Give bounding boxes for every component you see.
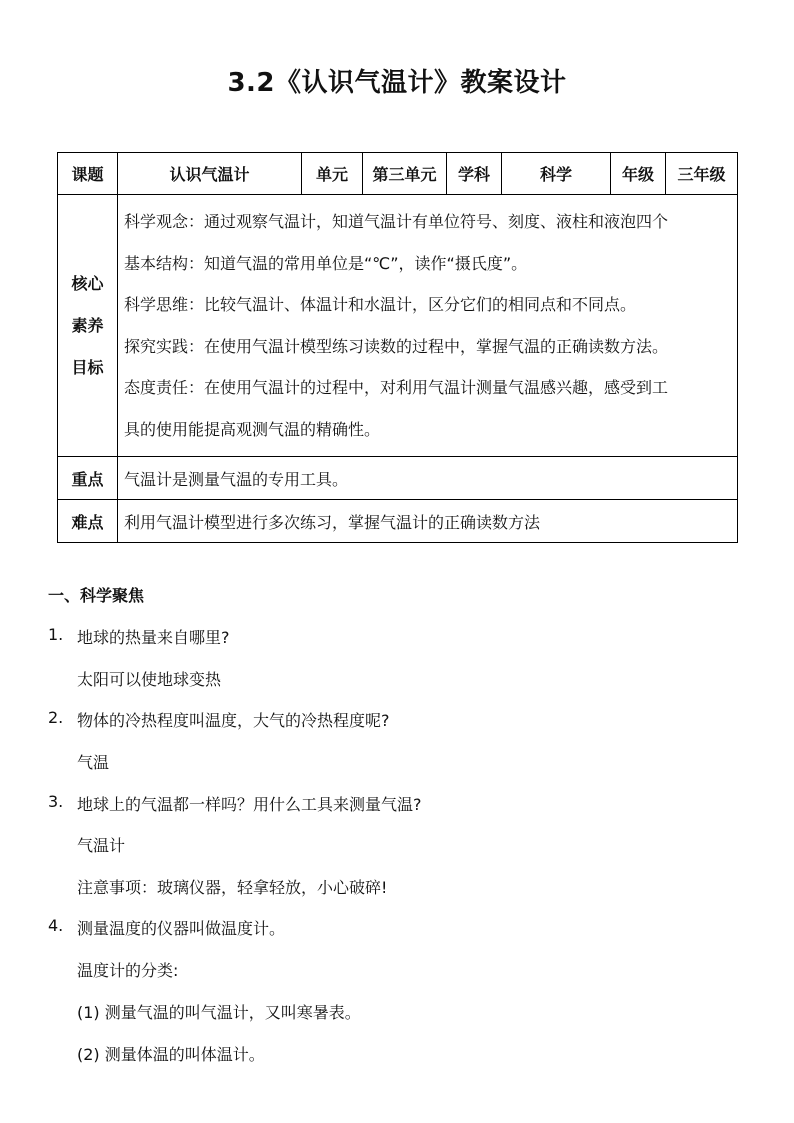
topic-value: 认识气温计 (118, 153, 302, 195)
lesson-info-table (57, 152, 738, 543)
item-number: 1. (48, 625, 64, 644)
key-point-text: 气温计是测量气温的专用工具。 (118, 457, 738, 500)
item-answer: 太阳可以使地球变热 (77, 670, 222, 689)
difficulty-label: 难点 (58, 500, 118, 543)
item-number: 4. (48, 916, 64, 935)
core-literacy-row (58, 195, 738, 457)
item-number: 3. (48, 792, 64, 811)
item-note: 注意事项：玻璃仪器，轻拿轻放，小心破碎! (77, 878, 388, 897)
core-line: 态度责任：在使用气温计的过程中，对利用气温计测量气温感兴趣，感受到工 (124, 378, 669, 397)
item-number: 2. (48, 708, 64, 727)
item-subpoint: (1) 测量气温的叫气温计，又叫寒暑表。 (77, 1003, 361, 1022)
difficulty-text: 利用气温计模型进行多次练习，掌握气温计的正确读数方法 (118, 500, 738, 543)
item-question: 测量温度的仪器叫做温度计。 (77, 919, 286, 938)
item-question: 地球上的气温都一样吗？用什么工具来测量气温? (77, 795, 422, 814)
section-heading: 一、科学聚焦 (48, 586, 145, 605)
item-answer: 气温计 (77, 836, 126, 855)
key-point-row (58, 457, 738, 500)
core-literacy-content (118, 195, 738, 457)
core-line: 科学思维：比较气温计、体温计和水温计，区分它们的相同点和不同点。 (124, 295, 637, 314)
core-line: 基本结构：知道气温的常用单位是“℃”，读作“摄氏度”。 (124, 253, 528, 273)
grade-label: 年级 (611, 153, 666, 195)
core-literacy-label: 核心 素养 目标 (58, 195, 118, 457)
subject-label: 学科 (447, 153, 502, 195)
difficulty-row (58, 500, 738, 543)
item-answer: 温度计的分类: (77, 961, 179, 980)
key-point-label: 重点 (58, 457, 118, 500)
item-answer: 气温 (77, 753, 110, 772)
item-question: 地球的热量来自哪里? (77, 628, 230, 647)
table-header-row (58, 153, 738, 195)
grade-value: 三年级 (666, 153, 738, 195)
core-line: 科学观念：通过观察气温计，知道气温计有单位符号、刻度、液柱和液泡四个 (124, 212, 669, 231)
core-line: 具的使用能提高观测气温的精确性。 (124, 419, 381, 439)
unit-label: 单元 (302, 153, 363, 195)
item-subpoint: (2) 测量体温的叫体温计。 (77, 1045, 265, 1064)
topic-label: 课题 (58, 153, 118, 195)
core-line: 探究实践：在使用气温计模型练习读数的过程中，掌握气温的正确读数方法。 (124, 336, 669, 356)
unit-value: 第三单元 (363, 153, 447, 195)
subject-value: 科学 (502, 153, 611, 195)
document-title: 3.2《认识气温计》教案设计 (227, 68, 567, 98)
item-question: 物体的冷热程度叫温度，大气的冷热程度呢? (77, 711, 390, 730)
